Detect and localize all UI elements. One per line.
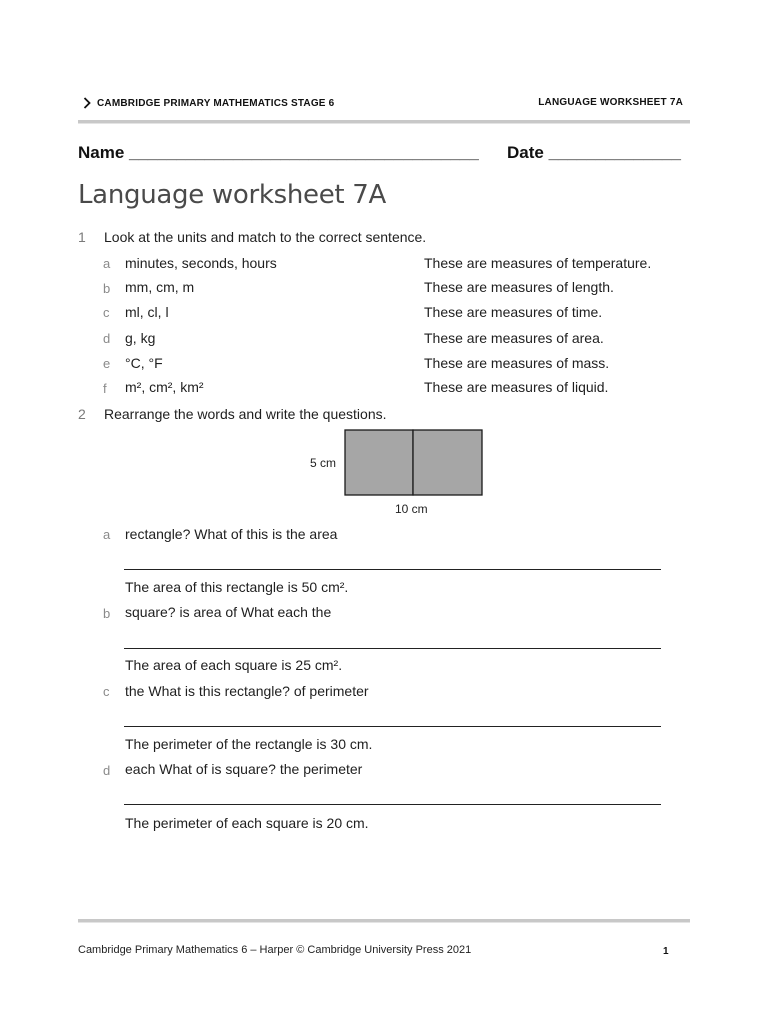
header-divider (78, 120, 690, 124)
question-instruction: Look at the units and match to the correct sentence. (104, 229, 427, 245)
name-field[interactable]: Name _____________________________________ (78, 143, 479, 162)
chevron-right-icon (83, 97, 91, 109)
page-number: 1 (663, 946, 669, 957)
item-letter: c (103, 684, 110, 699)
scrambled-words: rectangle? What of this is the area (125, 526, 338, 542)
sentence-item: These are measures of area. (424, 330, 604, 346)
scrambled-words: square? is area of What each the (125, 604, 332, 620)
footer-copyright: Cambridge Primary Mathematics 6 – Harper © Cambridge University Press 2021 (78, 944, 472, 956)
header-worksheet-title: LANGUAGE WORKSHEET 7A (538, 97, 683, 108)
question-number: 1 (78, 229, 86, 245)
page-title: Language worksheet 7A (78, 180, 386, 210)
answer-text: The area of this rectangle is 50 cm². (125, 579, 349, 595)
unit-item: ml, cl, l (125, 304, 169, 320)
item-letter: e (103, 356, 111, 371)
answer-line[interactable] (124, 804, 661, 805)
left-square (345, 430, 413, 495)
item-letter: c (103, 305, 110, 320)
item-letter: b (103, 281, 111, 296)
scrambled-words: each What of is square? the perimeter (125, 761, 363, 777)
sentence-item: These are measures of temperature. (424, 255, 652, 271)
item-letter: d (103, 331, 111, 346)
item-letter: a (103, 527, 111, 542)
item-letter: a (103, 256, 111, 271)
right-square (413, 430, 482, 495)
date-field[interactable]: Date ______________ (507, 143, 681, 162)
question-number: 2 (78, 406, 86, 422)
answer-text: The area of each square is 25 cm². (125, 657, 343, 673)
unit-item: g, kg (125, 330, 156, 346)
answer-text: The perimeter of the rectangle is 30 cm. (125, 736, 373, 752)
item-letter: f (103, 381, 107, 396)
item-letter: b (103, 606, 111, 621)
unit-item: °C, °F (125, 355, 163, 371)
rectangle-diagram (300, 425, 500, 520)
sentence-item: These are measures of mass. (424, 355, 610, 371)
width-label: 10 cm (395, 502, 428, 516)
scrambled-words: the What is this rectangle? of perimeter (125, 683, 369, 699)
item-letter: d (103, 763, 111, 778)
running-header-left (83, 97, 334, 109)
unit-item: m², cm², km² (125, 379, 204, 395)
header-course-title: CAMBRIDGE PRIMARY MATHEMATICS STAGE 6 (97, 97, 335, 109)
answer-line[interactable] (124, 726, 661, 727)
sentence-item: These are measures of length. (424, 279, 614, 295)
sentence-item: These are measures of time. (424, 304, 603, 320)
question-instruction: Rearrange the words and write the questions. (104, 406, 387, 422)
answer-line[interactable] (124, 569, 661, 570)
height-label: 5 cm (310, 456, 337, 470)
answer-line[interactable] (124, 648, 661, 649)
unit-item: minutes, seconds, hours (125, 255, 277, 271)
footer-divider (78, 919, 690, 923)
sentence-item: These are measures of liquid. (424, 379, 609, 395)
answer-text: The perimeter of each square is 20 cm. (125, 815, 369, 831)
unit-item: mm, cm, m (125, 279, 195, 295)
